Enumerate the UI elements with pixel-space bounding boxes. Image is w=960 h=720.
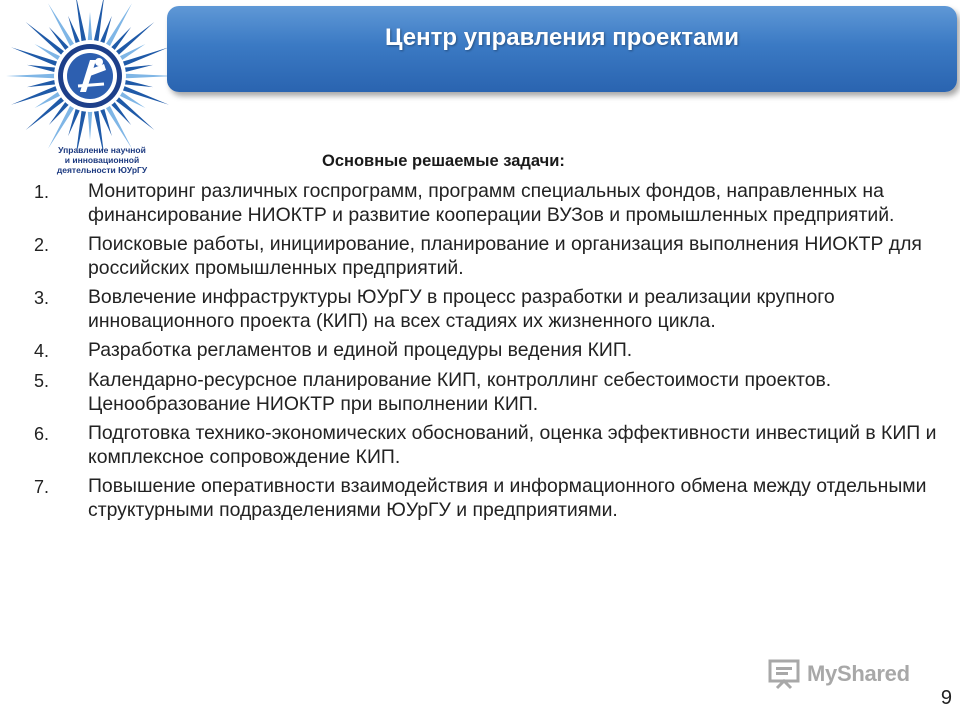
watermark [767,657,910,691]
logo-ray [123,80,153,88]
list-item-text: Поисковые работы, инициирование, планирование и организация выполнения НИОКТР для российских промышленных предприятий. [88,233,922,279]
list-item-text: Повышение оперативности взаимодействия и информационного обмена между отдельными структурными подразделениями ЮУрГУ и предприятиями. [88,475,927,521]
list-item-number: 1. [34,182,50,202]
list-item [34,475,939,522]
list-item-text: Вовлечение инфраструктуры ЮУрГУ в процесс разработки и реализации крупного инновационного проекта (КИП) на всех стадиях их жизненного цикла. [88,286,835,332]
list-item [34,369,939,416]
list-item-text: Подготовка технико-экономических обоснований, оценка эффективности инвестиций в КИП и комплексное сопровождение КИП. [88,422,937,468]
list-item-text: Мониторинг различных госпрограмм, программ специальных фондов, направленных на финансирование НИОКТР и развитие кооперации ВУЗов и промышленных предприятий. [88,180,895,226]
list-item-text: Календарно-ресурсное планирование КИП, контроллинг себестоимости проектов. Ценообразование НИОКТР при выполнении КИП. [88,369,832,415]
title-banner [167,6,957,92]
list-item-number: 2. [34,235,50,255]
logo-caption-line: Управление научной [58,145,146,155]
list-item-number: 5. [34,371,50,391]
section-subtitle: Основные решаемые задачи: [322,152,565,170]
watermark-text: MyShared [807,661,910,686]
logo-ray [121,47,169,66]
list-item-number: 4. [34,341,50,361]
logo-caption-line: деятельности ЮУрГУ [56,165,148,175]
list-item [34,233,939,280]
list-item [34,180,939,227]
list-item [34,339,939,363]
logo-ray [88,12,93,42]
logo-ray [6,74,56,79]
logo-ray [121,85,169,104]
logo-ray [27,80,57,88]
logo-caption [52,145,152,175]
presentation-board-icon [767,658,801,690]
logo-ray [27,65,57,73]
page-number: 9 [940,687,952,709]
logo-ray [88,110,93,140]
list-item-number: 3. [34,288,50,308]
list-item-text: Разработка регламентов и единой процедуры ведения КИП. [88,339,633,361]
logo-caption-line: и инновационной [64,155,140,165]
list-item-number: 7. [34,477,50,497]
page-title: Центр управления проектами [384,24,740,51]
list-item-number: 6. [34,424,50,444]
list-item [34,422,939,469]
logo-ray [11,85,59,104]
university-starburst-logo-icon [0,0,175,150]
list-item [34,286,939,333]
logo-ray [11,47,59,66]
task-list [34,180,939,528]
logo-ray [123,65,153,73]
logo [0,0,175,180]
